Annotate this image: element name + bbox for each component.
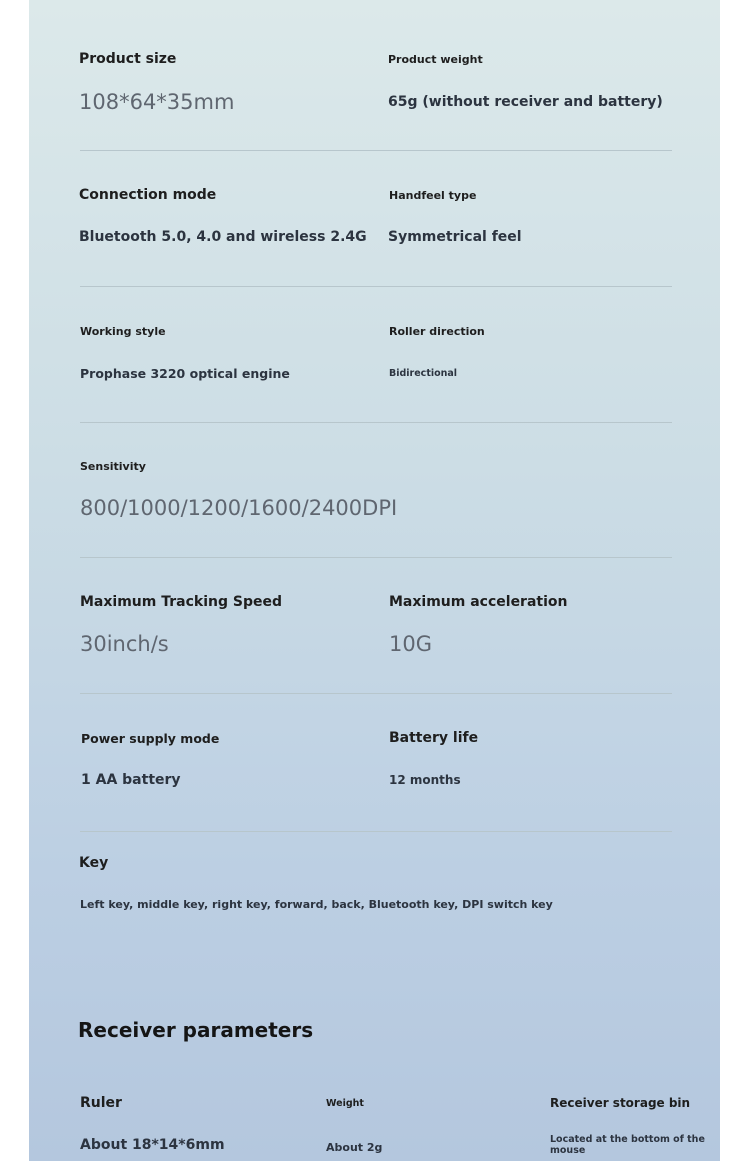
max-tracking-speed-value: 30inch/s xyxy=(80,632,169,656)
weight-value: About 2g xyxy=(326,1141,383,1154)
storage-bin-label: Receiver storage bin xyxy=(550,1096,691,1110)
divider xyxy=(80,150,672,151)
max-tracking-speed-label: Maximum Tracking Speed xyxy=(80,594,282,610)
sensitivity-value: 800/1000/1200/1600/2400DPI xyxy=(80,496,398,520)
max-acceleration-label: Maximum acceleration xyxy=(389,594,568,610)
key-value: Left key, middle key, right key, forward, back, Bluetooth key, DPI switch key xyxy=(80,898,553,911)
power-supply-mode-value: 1 AA battery xyxy=(81,772,181,788)
battery-life-label: Battery life xyxy=(389,730,479,746)
roller-direction-label: Roller direction xyxy=(389,325,485,338)
divider xyxy=(80,286,672,287)
spec-sheet xyxy=(29,0,720,1161)
power-supply-mode-label: Power supply mode xyxy=(81,731,220,746)
receiver-heading: Receiver parameters xyxy=(78,1018,314,1042)
storage-bin-value-line1: Located at the bottom of the xyxy=(550,1134,705,1145)
roller-direction-value: Bidirectional xyxy=(389,368,458,379)
ruler-value: About 18*14*6mm xyxy=(80,1137,225,1153)
product-weight-value: 65g (without receiver and battery) xyxy=(388,94,663,110)
weight-label: Weight xyxy=(326,1098,364,1109)
handfeel-type-value: Symmetrical feel xyxy=(388,229,522,245)
divider xyxy=(80,693,672,694)
divider xyxy=(80,831,672,832)
ruler-label: Ruler xyxy=(80,1095,122,1111)
sensitivity-label: Sensitivity xyxy=(80,460,146,473)
product-weight-label: Product weight xyxy=(388,53,483,66)
product-size-label: Product size xyxy=(79,51,177,67)
handfeel-type-label: Handfeel type xyxy=(389,189,477,202)
working-style-label: Working style xyxy=(80,325,166,338)
working-style-value: Prophase 3220 optical engine xyxy=(80,366,290,381)
key-label: Key xyxy=(79,855,109,871)
storage-bin-value-line2: mouse xyxy=(550,1145,586,1156)
divider xyxy=(80,557,672,558)
product-size-value: 108*64*35mm xyxy=(79,90,235,114)
divider xyxy=(80,422,672,423)
connection-mode-label: Connection mode xyxy=(79,187,217,203)
battery-life-value: 12 months xyxy=(389,773,461,787)
connection-mode-value: Bluetooth 5.0, 4.0 and wireless 2.4G xyxy=(79,229,367,245)
max-acceleration-value: 10G xyxy=(389,632,432,656)
